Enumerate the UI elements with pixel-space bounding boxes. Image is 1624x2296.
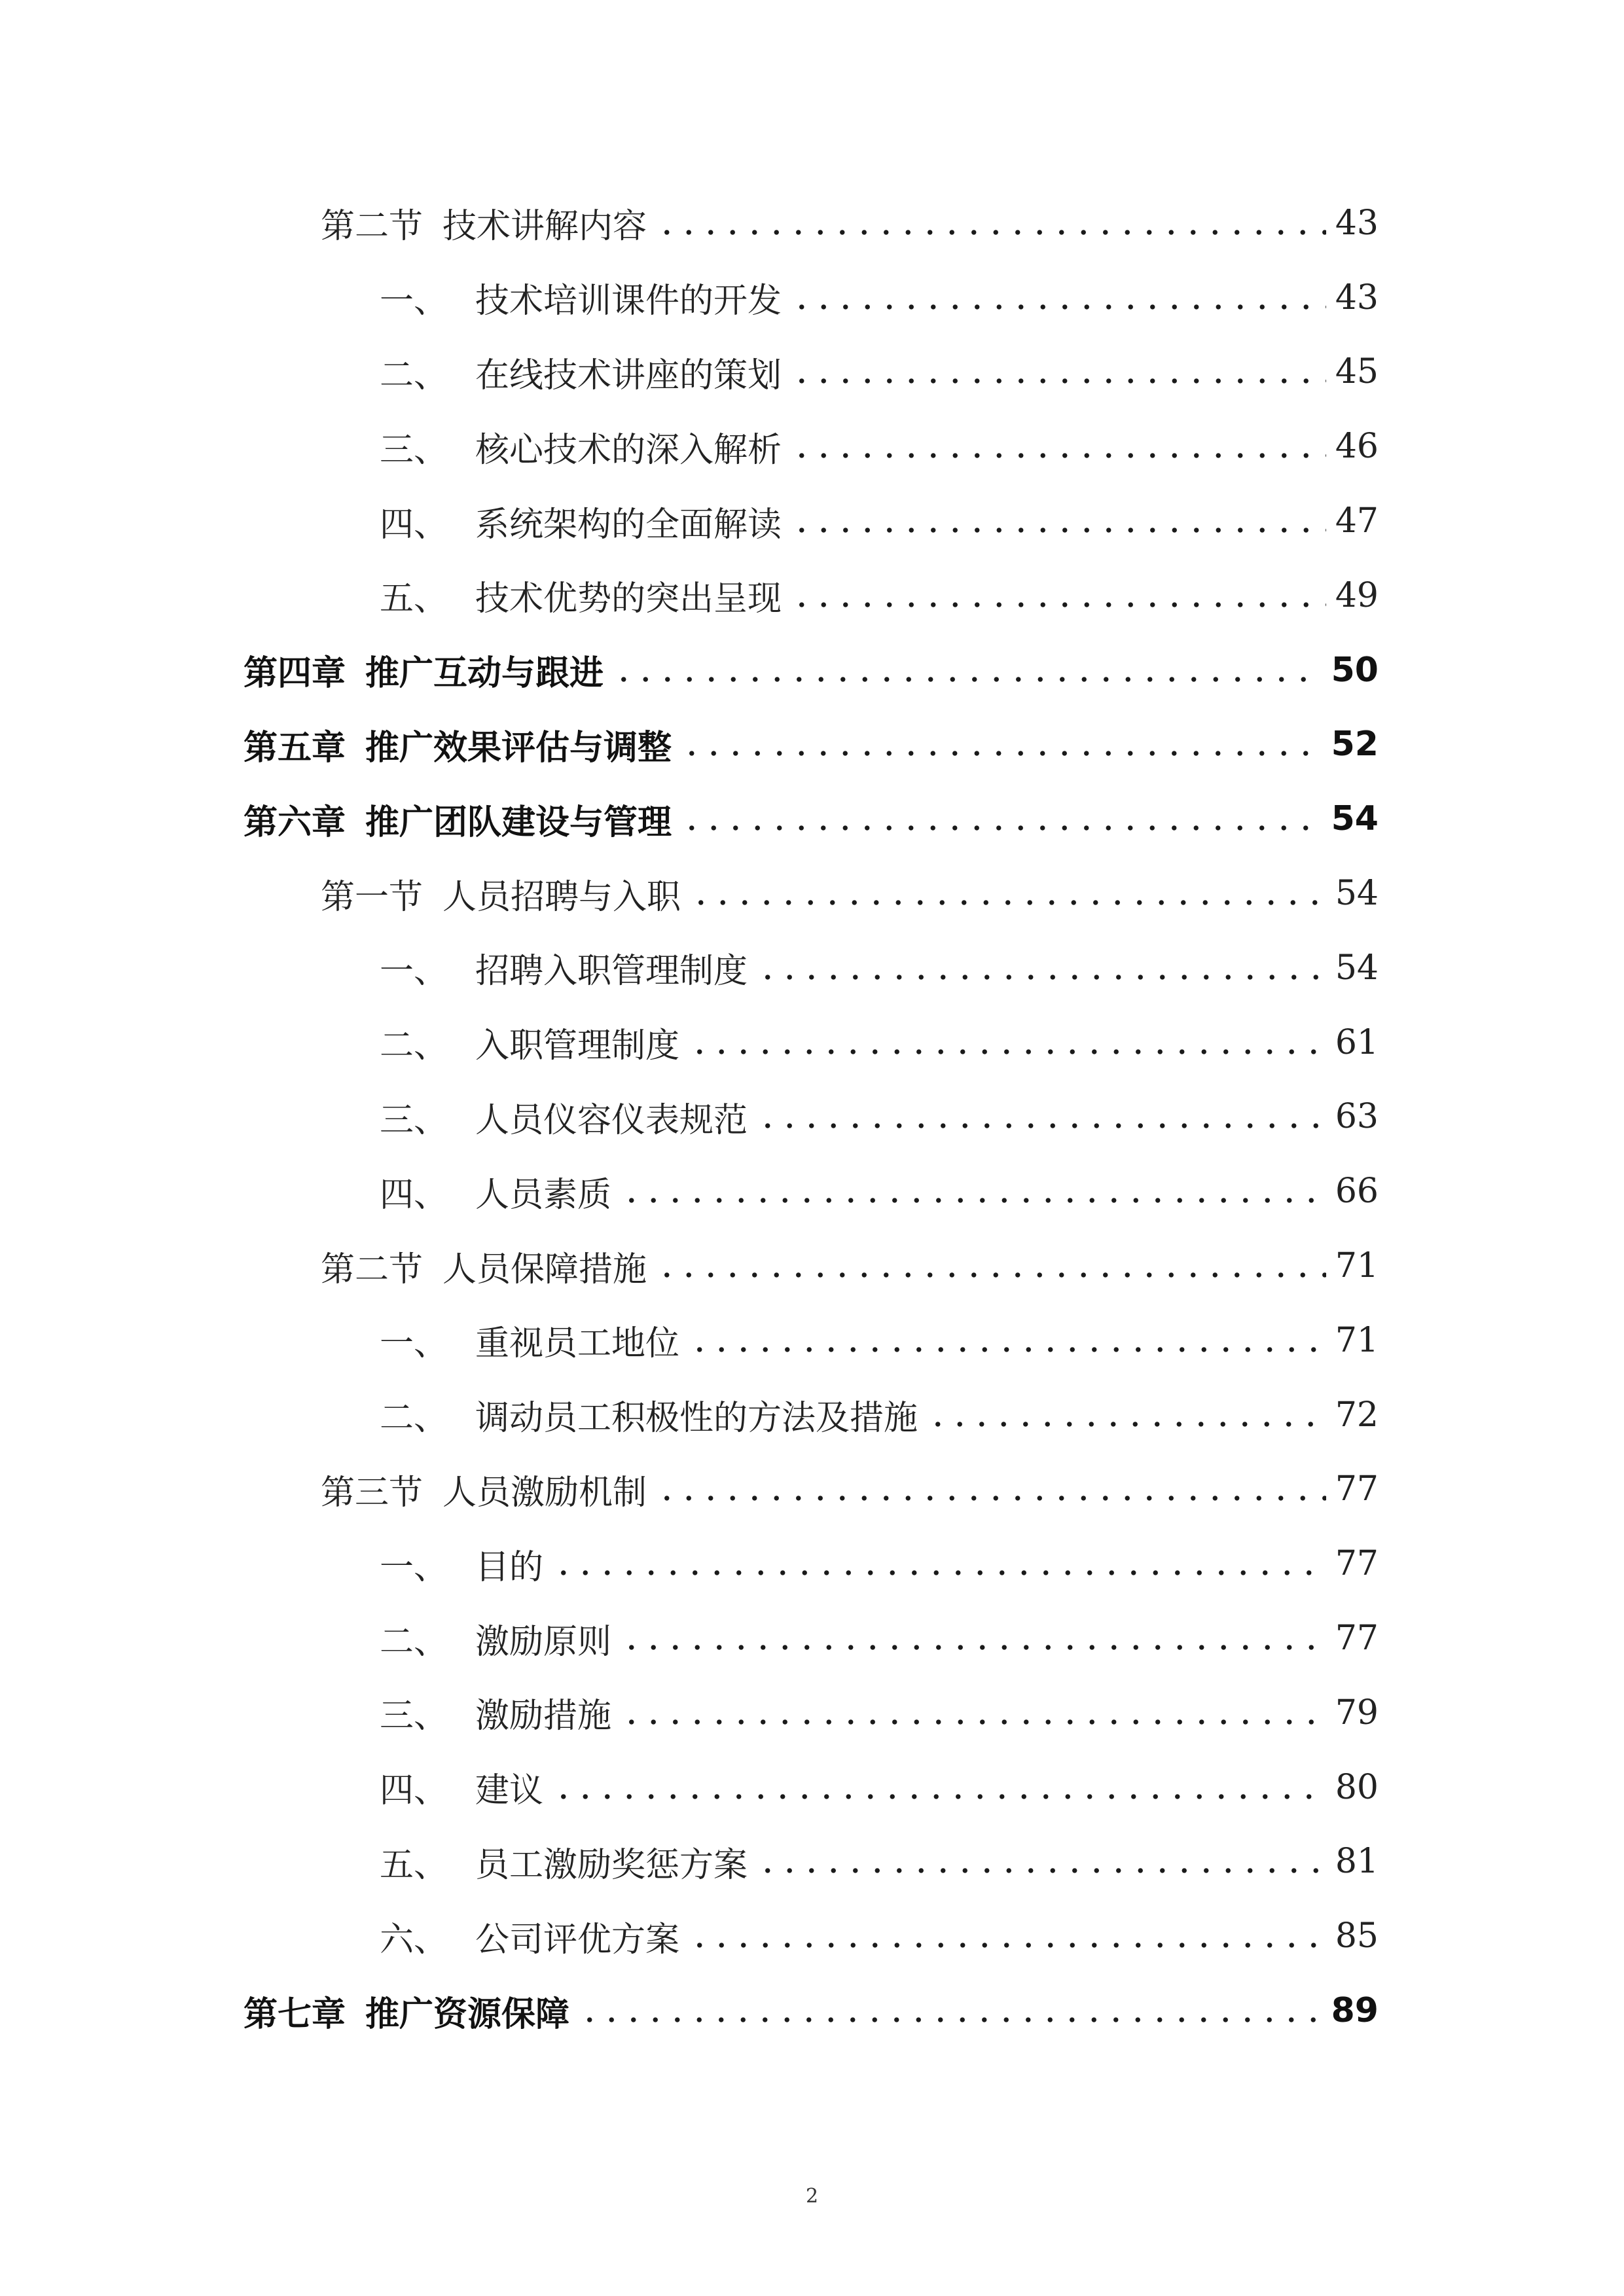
toc-entry-number: 四、 bbox=[380, 505, 448, 545]
toc-entry-page-number: 61 bbox=[1335, 1022, 1379, 1062]
toc-entry-chapter[interactable] bbox=[244, 708, 1379, 782]
table-of-contents bbox=[244, 186, 1379, 2048]
toc-entry-number: 一、 bbox=[380, 952, 448, 992]
toc-entry-label: 人员仪容仪表规范 bbox=[475, 1100, 748, 1140]
toc-entry-label: 推广团队建设与管理 bbox=[365, 802, 672, 842]
toc-entry-section[interactable] bbox=[244, 856, 1379, 931]
toc-entry-label: 系统架构的全面解读 bbox=[475, 505, 782, 545]
toc-entry-page-number: 66 bbox=[1335, 1172, 1379, 1211]
toc-entry-title bbox=[380, 1316, 679, 1365]
toc-entry-number: 二、 bbox=[380, 1399, 448, 1439]
toc-entry-item[interactable] bbox=[244, 1526, 1379, 1601]
toc-entry-number: 六、 bbox=[380, 1920, 448, 1960]
toc-entry-number: 二、 bbox=[380, 355, 448, 395]
toc-entry-page-number: 71 bbox=[1335, 1246, 1379, 1286]
toc-entry-item[interactable] bbox=[244, 484, 1379, 558]
dot-leader bbox=[791, 601, 1326, 608]
toc-entry-number: 第二节 bbox=[321, 207, 424, 247]
dot-leader bbox=[621, 1197, 1326, 1204]
toc-entry-title bbox=[380, 1092, 748, 1141]
dot-leader bbox=[689, 1346, 1326, 1353]
toc-entry-item[interactable] bbox=[244, 260, 1379, 335]
toc-entry-page-number: 43 bbox=[1335, 278, 1379, 317]
toc-entry-page-number: 81 bbox=[1335, 1842, 1379, 1882]
toc-entry-label: 技术优势的突出呈现 bbox=[475, 579, 782, 619]
toc-entry-title bbox=[380, 1837, 748, 1886]
toc-entry-section[interactable] bbox=[244, 1229, 1379, 1303]
toc-entry-label: 在线技术讲座的策划 bbox=[475, 355, 782, 395]
toc-entry-title bbox=[244, 720, 672, 769]
toc-entry-section[interactable] bbox=[244, 1452, 1379, 1527]
toc-entry-title bbox=[244, 795, 672, 844]
toc-entry-page-number: 49 bbox=[1335, 575, 1379, 615]
toc-entry-item[interactable] bbox=[244, 1899, 1379, 1973]
toc-entry-label: 目的 bbox=[475, 1547, 544, 1587]
toc-entry-label: 核心技术的深入解析 bbox=[475, 430, 782, 470]
toc-entry-number: 一、 bbox=[380, 1547, 448, 1587]
toc-entry-item[interactable] bbox=[244, 1676, 1379, 1750]
toc-entry-page-number: 43 bbox=[1335, 203, 1379, 243]
toc-entry-title bbox=[380, 273, 782, 322]
toc-entry-title bbox=[380, 1614, 611, 1663]
toc-entry-page-number: 52 bbox=[1331, 725, 1379, 764]
toc-entry-number: 第二节 bbox=[321, 1249, 424, 1289]
toc-entry-item[interactable] bbox=[244, 1825, 1379, 1899]
toc-entry-page-number: 54 bbox=[1335, 948, 1379, 988]
toc-entry-item[interactable] bbox=[244, 409, 1379, 484]
toc-entry-number: 四、 bbox=[380, 1771, 448, 1811]
toc-entry-title bbox=[321, 1242, 647, 1291]
toc-entry-number: 第四章 bbox=[244, 654, 346, 694]
toc-entry-title bbox=[380, 1763, 543, 1812]
toc-entry-item[interactable] bbox=[244, 1378, 1379, 1452]
toc-entry-number: 三、 bbox=[380, 1696, 448, 1736]
toc-entry-page-number: 77 bbox=[1335, 1619, 1379, 1659]
toc-entry-number: 二、 bbox=[380, 1026, 448, 1066]
toc-entry-item[interactable] bbox=[244, 1154, 1379, 1229]
toc-entry-title bbox=[380, 1539, 543, 1588]
toc-entry-page-number: 89 bbox=[1331, 1991, 1379, 2031]
toc-entry-label: 重视员工地位 bbox=[475, 1324, 680, 1364]
dot-leader bbox=[621, 1644, 1326, 1651]
toc-entry-page-number: 47 bbox=[1335, 501, 1379, 541]
dot-leader bbox=[690, 899, 1326, 906]
toc-entry-page-number: 80 bbox=[1335, 1767, 1379, 1807]
dot-leader bbox=[656, 1272, 1326, 1278]
toc-entry-number: 一、 bbox=[380, 1324, 448, 1364]
toc-entry-item[interactable] bbox=[244, 1750, 1379, 1825]
toc-entry-item[interactable] bbox=[244, 931, 1379, 1005]
dot-leader bbox=[656, 229, 1326, 236]
dot-leader bbox=[552, 1793, 1326, 1800]
dot-leader bbox=[927, 1421, 1326, 1427]
toc-entry-number: 三、 bbox=[380, 1100, 448, 1140]
toc-entry-number: 第五章 bbox=[244, 728, 346, 768]
toc-entry-number: 第三节 bbox=[321, 1473, 424, 1513]
toc-entry-title bbox=[380, 1018, 679, 1067]
toc-entry-section[interactable] bbox=[244, 186, 1379, 260]
toc-entry-item[interactable] bbox=[244, 1601, 1379, 1676]
toc-entry-label: 建议 bbox=[475, 1771, 544, 1811]
toc-entry-label: 人员招聘与入职 bbox=[442, 877, 681, 917]
toc-entry-label: 招聘入职管理制度 bbox=[475, 952, 748, 992]
dot-leader bbox=[689, 1049, 1326, 1055]
toc-entry-number: 第一节 bbox=[321, 877, 424, 917]
toc-entry-number: 五、 bbox=[380, 579, 448, 619]
toc-entry-title bbox=[244, 1986, 569, 2036]
toc-entry-title bbox=[380, 422, 782, 471]
dot-leader bbox=[791, 304, 1326, 310]
dot-leader bbox=[613, 676, 1322, 683]
toc-entry-label: 入职管理制度 bbox=[475, 1026, 680, 1066]
toc-entry-number: 二、 bbox=[380, 1622, 448, 1662]
toc-entry-chapter[interactable] bbox=[244, 781, 1379, 856]
toc-entry-title bbox=[380, 1167, 611, 1216]
toc-entry-label: 人员激励机制 bbox=[442, 1473, 647, 1513]
toc-entry-page-number: 63 bbox=[1335, 1097, 1379, 1137]
toc-entry-title bbox=[380, 1912, 679, 1961]
page-number-footer: 2 bbox=[805, 2185, 819, 2208]
toc-entry-label: 推广互动与跟进 bbox=[365, 654, 604, 694]
toc-entry-number: 五、 bbox=[380, 1845, 448, 1885]
toc-entry-page-number: 54 bbox=[1331, 799, 1379, 839]
toc-entry-page-number: 77 bbox=[1335, 1544, 1379, 1584]
toc-entry-title bbox=[321, 1465, 647, 1514]
toc-entry-label: 公司评优方案 bbox=[475, 1920, 680, 1960]
toc-entry-title bbox=[321, 869, 681, 918]
toc-entry-label: 推广效果评估与调整 bbox=[365, 728, 672, 768]
toc-entry-title bbox=[321, 198, 647, 247]
toc-entry-number: 四、 bbox=[380, 1175, 448, 1215]
toc-entry-page-number: 54 bbox=[1335, 874, 1379, 914]
toc-entry-title bbox=[380, 1688, 611, 1737]
toc-entry-number: 三、 bbox=[380, 430, 448, 470]
toc-entry-title bbox=[244, 645, 604, 694]
toc-entry-number: 第六章 bbox=[244, 802, 346, 842]
dot-leader bbox=[791, 452, 1326, 459]
toc-entry-label: 人员保障措施 bbox=[442, 1249, 647, 1289]
dot-leader bbox=[757, 1867, 1326, 1874]
toc-entry-item[interactable] bbox=[244, 1080, 1379, 1155]
toc-entry-title bbox=[380, 1390, 918, 1439]
toc-entry-label: 技术培训课件的开发 bbox=[475, 281, 782, 321]
toc-entry-label: 调动员工积极性的方法及措施 bbox=[475, 1399, 918, 1439]
toc-entry-title bbox=[380, 497, 782, 546]
toc-entry-item[interactable] bbox=[244, 1005, 1379, 1080]
dot-leader bbox=[552, 1570, 1326, 1576]
toc-entry-number: 一、 bbox=[380, 281, 448, 321]
toc-entry-item[interactable] bbox=[244, 335, 1379, 410]
dot-leader bbox=[791, 378, 1326, 384]
toc-entry-label: 激励原则 bbox=[475, 1622, 612, 1662]
toc-entry-label: 技术讲解内容 bbox=[442, 207, 647, 247]
toc-entry-page-number: 50 bbox=[1331, 650, 1379, 690]
toc-entry-number: 第七章 bbox=[244, 1994, 346, 2034]
dot-leader bbox=[757, 974, 1326, 980]
toc-entry-label: 激励措施 bbox=[475, 1696, 612, 1736]
dot-leader bbox=[656, 1495, 1326, 1501]
dot-leader bbox=[689, 1942, 1326, 1948]
toc-entry-label: 人员素质 bbox=[475, 1175, 612, 1215]
toc-entry-item[interactable] bbox=[244, 1303, 1379, 1378]
toc-entry-title bbox=[380, 943, 748, 992]
dot-leader bbox=[681, 825, 1322, 831]
dot-leader bbox=[579, 2017, 1322, 2023]
toc-entry-item[interactable] bbox=[244, 558, 1379, 633]
toc-entry-page-number: 46 bbox=[1335, 427, 1379, 467]
toc-entry-page-number: 77 bbox=[1335, 1469, 1379, 1509]
dot-leader bbox=[757, 1122, 1326, 1129]
toc-entry-page-number: 72 bbox=[1335, 1395, 1379, 1435]
toc-entry-chapter[interactable] bbox=[244, 1973, 1379, 2048]
dot-leader bbox=[621, 1719, 1326, 1725]
toc-entry-title bbox=[380, 571, 782, 620]
dot-leader bbox=[791, 527, 1326, 533]
toc-entry-title bbox=[380, 348, 782, 397]
toc-entry-page-number: 45 bbox=[1335, 352, 1379, 392]
toc-entry-page-number: 71 bbox=[1335, 1320, 1379, 1360]
toc-entry-label: 推广资源保障 bbox=[365, 1994, 570, 2034]
dot-leader bbox=[681, 750, 1322, 757]
toc-entry-label: 员工激励奖惩方案 bbox=[475, 1845, 748, 1885]
toc-entry-page-number: 85 bbox=[1335, 1916, 1379, 1956]
toc-entry-chapter[interactable] bbox=[244, 633, 1379, 708]
toc-entry-page-number: 79 bbox=[1335, 1693, 1379, 1732]
